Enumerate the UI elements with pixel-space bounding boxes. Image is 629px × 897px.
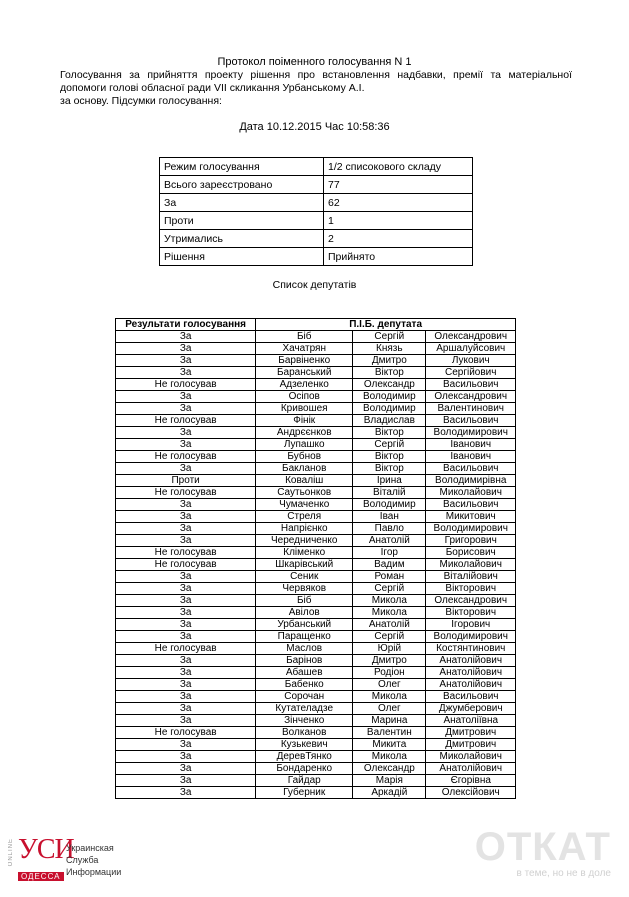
vote-result-cell: За bbox=[116, 679, 256, 691]
surname-cell: Авілов bbox=[256, 607, 353, 619]
logo-agency-line: Служба bbox=[66, 855, 99, 865]
vote-result-cell: За bbox=[116, 427, 256, 439]
patronymic-cell: Анатолійович bbox=[426, 679, 516, 691]
description-line: допомоги голові обласної ради VII скликання Урбанському А.І. bbox=[60, 82, 365, 94]
surname-cell: Кліменко bbox=[256, 547, 353, 559]
first-name-cell: Олег bbox=[353, 679, 426, 691]
summary-label: Режим голосування bbox=[160, 158, 324, 176]
summary-value: 1 bbox=[324, 212, 473, 230]
first-name-cell: Павло bbox=[353, 523, 426, 535]
patronymic-cell: Дмитрович bbox=[426, 727, 516, 739]
summary-value: 2 bbox=[324, 230, 473, 248]
vote-result-cell: За bbox=[116, 619, 256, 631]
summary-table bbox=[159, 157, 473, 266]
patronymic-cell: Васильович bbox=[426, 499, 516, 511]
surname-cell: Сеник bbox=[256, 571, 353, 583]
table-row bbox=[116, 511, 516, 523]
table-row bbox=[116, 703, 516, 715]
surname-cell: Бакланов bbox=[256, 463, 353, 475]
patronymic-cell: Аршалуйсович bbox=[426, 343, 516, 355]
summary-row bbox=[160, 212, 473, 230]
surname-cell: Сорочан bbox=[256, 691, 353, 703]
document-title: Протокол поіменного голосування N 1 bbox=[217, 56, 412, 68]
patronymic-cell: Микитович bbox=[426, 511, 516, 523]
vote-result-cell: За bbox=[116, 667, 256, 679]
first-name-cell: Віктор bbox=[353, 451, 426, 463]
vote-result-cell: За bbox=[116, 439, 256, 451]
surname-cell: Чередниченко bbox=[256, 535, 353, 547]
patronymic-cell: Олександрович bbox=[426, 595, 516, 607]
surname-cell: Стреля bbox=[256, 511, 353, 523]
table-row bbox=[116, 355, 516, 367]
summary-label: Проти bbox=[160, 212, 324, 230]
first-name-cell: Вадим bbox=[353, 559, 426, 571]
table-row bbox=[116, 607, 516, 619]
logo-agency-name bbox=[66, 842, 121, 878]
table-row bbox=[116, 679, 516, 691]
summary-row bbox=[160, 158, 473, 176]
vote-result-cell: Не голосував bbox=[116, 559, 256, 571]
vote-result-cell: За bbox=[116, 607, 256, 619]
vote-result-cell: За bbox=[116, 331, 256, 343]
vote-result-cell: За bbox=[116, 523, 256, 535]
logo-agency-line: Информации bbox=[66, 867, 122, 877]
vote-result-cell: За bbox=[116, 763, 256, 775]
table-row bbox=[116, 499, 516, 511]
table-row bbox=[116, 379, 516, 391]
patronymic-cell: Вікторович bbox=[426, 607, 516, 619]
summary-value: 1/2 списокового складу bbox=[324, 158, 473, 176]
surname-cell: Урбанський bbox=[256, 619, 353, 631]
logo-agency-line: Украинская bbox=[66, 843, 114, 853]
watermark-logo-text: ОТКАТ bbox=[474, 825, 611, 869]
watermark-tagline: в теме, но не в доле bbox=[516, 868, 611, 879]
first-name-cell: Володимир bbox=[353, 403, 426, 415]
patronymic-cell: Володимирівна bbox=[426, 475, 516, 487]
surname-cell: Лупашко bbox=[256, 439, 353, 451]
surname-cell: Біб bbox=[256, 595, 353, 607]
column-header-name: П.І.Б. депутата bbox=[256, 319, 516, 331]
patronymic-cell: Володимирович bbox=[426, 523, 516, 535]
vote-result-cell: Проти bbox=[116, 475, 256, 487]
first-name-cell: Володимир bbox=[353, 391, 426, 403]
first-name-cell: Сергій bbox=[353, 331, 426, 343]
logo-usi-mark: УСИ bbox=[18, 834, 74, 865]
surname-cell: Біб bbox=[256, 331, 353, 343]
vote-result-cell: Не голосував bbox=[116, 487, 256, 499]
surname-cell: Кутателадзе bbox=[256, 703, 353, 715]
first-name-cell: Микола bbox=[353, 751, 426, 763]
first-name-cell: Князь bbox=[353, 343, 426, 355]
summary-label: За bbox=[160, 194, 324, 212]
vote-result-cell: За bbox=[116, 499, 256, 511]
vote-result-cell: За bbox=[116, 775, 256, 787]
patronymic-cell: Сергійович bbox=[426, 367, 516, 379]
deputies-table bbox=[115, 318, 516, 799]
table-row bbox=[116, 691, 516, 703]
first-name-cell: Микола bbox=[353, 607, 426, 619]
vote-result-cell: За bbox=[116, 355, 256, 367]
surname-cell: Барвіненко bbox=[256, 355, 353, 367]
surname-cell: Адзеленко bbox=[256, 379, 353, 391]
logo-online-text: ONLINE bbox=[8, 838, 14, 867]
surname-cell: Маслов bbox=[256, 643, 353, 655]
table-header-row bbox=[116, 319, 516, 331]
summary-value: 62 bbox=[324, 194, 473, 212]
patronymic-cell: Миколайович bbox=[426, 751, 516, 763]
table-row bbox=[116, 547, 516, 559]
table-row bbox=[116, 751, 516, 763]
surname-cell: Бабенко bbox=[256, 679, 353, 691]
first-name-cell: Віталій bbox=[353, 487, 426, 499]
vote-result-cell: За bbox=[116, 787, 256, 799]
surname-cell: Зінченко bbox=[256, 715, 353, 727]
patronymic-cell: Миколайович bbox=[426, 559, 516, 571]
surname-cell: Волканов bbox=[256, 727, 353, 739]
patronymic-cell: Володимирович bbox=[426, 427, 516, 439]
first-name-cell: Дмитро bbox=[353, 655, 426, 667]
surname-cell: Коваліш bbox=[256, 475, 353, 487]
table-row bbox=[116, 367, 516, 379]
surname-cell: Саутьонков bbox=[256, 487, 353, 499]
first-name-cell: Віктор bbox=[353, 463, 426, 475]
patronymic-cell: Володимирович bbox=[426, 631, 516, 643]
table-row bbox=[116, 463, 516, 475]
patronymic-cell: Джумберович bbox=[426, 703, 516, 715]
surname-cell: Андрєєнков bbox=[256, 427, 353, 439]
table-row bbox=[116, 643, 516, 655]
vote-result-cell: За bbox=[116, 391, 256, 403]
table-row bbox=[116, 631, 516, 643]
column-header-result: Результати голосування bbox=[116, 319, 256, 331]
patronymic-cell: Валентинович bbox=[426, 403, 516, 415]
table-row bbox=[116, 787, 516, 799]
table-row bbox=[116, 331, 516, 343]
table-row bbox=[116, 775, 516, 787]
vote-result-cell: За bbox=[116, 739, 256, 751]
first-name-cell: Ірина bbox=[353, 475, 426, 487]
summary-row bbox=[160, 176, 473, 194]
first-name-cell: Марина bbox=[353, 715, 426, 727]
patronymic-cell: Анатоліївна bbox=[426, 715, 516, 727]
patronymic-cell: Дмитрович bbox=[426, 739, 516, 751]
summary-label: Рішення bbox=[160, 248, 324, 266]
patronymic-cell: Васильович bbox=[426, 379, 516, 391]
surname-cell: Напрієнко bbox=[256, 523, 353, 535]
first-name-cell: Микола bbox=[353, 691, 426, 703]
vote-result-cell: Не голосував bbox=[116, 547, 256, 559]
surname-cell: ДеревТянко bbox=[256, 751, 353, 763]
vote-result-cell: За bbox=[116, 715, 256, 727]
table-row bbox=[116, 523, 516, 535]
description-line: за основу. Підсумки голосування: bbox=[60, 95, 222, 107]
vote-result-cell: За bbox=[116, 751, 256, 763]
vote-result-cell: Не голосував bbox=[116, 379, 256, 391]
surname-cell: Паращенко bbox=[256, 631, 353, 643]
patronymic-cell: Вікторович bbox=[426, 583, 516, 595]
table-row bbox=[116, 715, 516, 727]
first-name-cell: Віктор bbox=[353, 427, 426, 439]
first-name-cell: Сергій bbox=[353, 583, 426, 595]
table-row bbox=[116, 739, 516, 751]
table-row bbox=[116, 415, 516, 427]
table-row bbox=[116, 343, 516, 355]
surname-cell: Кузькевич bbox=[256, 739, 353, 751]
table-row bbox=[116, 655, 516, 667]
vote-result-cell: Не голосував bbox=[116, 415, 256, 427]
deputies-list-title: Список депутатів bbox=[272, 279, 357, 291]
table-row bbox=[116, 475, 516, 487]
table-row bbox=[116, 571, 516, 583]
summary-row bbox=[160, 194, 473, 212]
vote-result-cell: За bbox=[116, 571, 256, 583]
surname-cell: Бубнов bbox=[256, 451, 353, 463]
first-name-cell: Дмитро bbox=[353, 355, 426, 367]
summary-row bbox=[160, 230, 473, 248]
vote-result-cell: За bbox=[116, 703, 256, 715]
table-row bbox=[116, 583, 516, 595]
surname-cell: Хачатрян bbox=[256, 343, 353, 355]
table-row bbox=[116, 535, 516, 547]
summary-label: Всього зареєстровано bbox=[160, 176, 324, 194]
patronymic-cell: Григорович bbox=[426, 535, 516, 547]
patronymic-cell: Іванович bbox=[426, 451, 516, 463]
patronymic-cell: Ігорович bbox=[426, 619, 516, 631]
vote-result-cell: Не голосував bbox=[116, 727, 256, 739]
surname-cell: Абашев bbox=[256, 667, 353, 679]
vote-result-cell: За bbox=[116, 343, 256, 355]
vote-result-cell: За bbox=[116, 595, 256, 607]
surname-cell: Гайдар bbox=[256, 775, 353, 787]
vote-result-cell: За bbox=[116, 631, 256, 643]
summary-value: Прийнято bbox=[324, 248, 473, 266]
table-row bbox=[116, 403, 516, 415]
first-name-cell: Валентин bbox=[353, 727, 426, 739]
patronymic-cell: Анатолійович bbox=[426, 667, 516, 679]
first-name-cell: Володимир bbox=[353, 499, 426, 511]
surname-cell: Бондаренко bbox=[256, 763, 353, 775]
first-name-cell: Олександр bbox=[353, 379, 426, 391]
surname-cell: Баранський bbox=[256, 367, 353, 379]
surname-cell: Червяков bbox=[256, 583, 353, 595]
surname-cell: Чумаченко bbox=[256, 499, 353, 511]
table-row bbox=[116, 391, 516, 403]
table-row bbox=[116, 763, 516, 775]
patronymic-cell: Анатолійович bbox=[426, 763, 516, 775]
vote-date: Дата 10.12.2015 Час 10:58:36 bbox=[239, 121, 390, 133]
surname-cell: Шкарівський bbox=[256, 559, 353, 571]
surname-cell: Барінов bbox=[256, 655, 353, 667]
table-row bbox=[116, 667, 516, 679]
first-name-cell: Микита bbox=[353, 739, 426, 751]
first-name-cell: Віктор bbox=[353, 367, 426, 379]
table-row bbox=[116, 451, 516, 463]
patronymic-cell: Лукович bbox=[426, 355, 516, 367]
patronymic-cell: Анатолійович bbox=[426, 655, 516, 667]
vote-result-cell: За bbox=[116, 655, 256, 667]
vote-description bbox=[60, 69, 572, 108]
table-row bbox=[116, 559, 516, 571]
first-name-cell: Марія bbox=[353, 775, 426, 787]
first-name-cell: Микола bbox=[353, 595, 426, 607]
surname-cell: Кривошея bbox=[256, 403, 353, 415]
first-name-cell: Владислав bbox=[353, 415, 426, 427]
vote-result-cell: За bbox=[116, 367, 256, 379]
patronymic-cell: Васильович bbox=[426, 463, 516, 475]
first-name-cell: Ігор bbox=[353, 547, 426, 559]
summary-value: 77 bbox=[324, 176, 473, 194]
description-line: Голосування за прийняття проекту рішення про встановлення надбавки, премії та матеріальної bbox=[60, 69, 572, 81]
patronymic-cell: Єгорівна bbox=[426, 775, 516, 787]
first-name-cell: Сергій bbox=[353, 631, 426, 643]
vote-result-cell: За bbox=[116, 535, 256, 547]
summary-label: Утримались bbox=[160, 230, 324, 248]
patronymic-cell: Васильович bbox=[426, 415, 516, 427]
surname-cell: Губерник bbox=[256, 787, 353, 799]
summary-row bbox=[160, 248, 473, 266]
surname-cell: Осіпов bbox=[256, 391, 353, 403]
table-row bbox=[116, 595, 516, 607]
table-row bbox=[116, 619, 516, 631]
table-row bbox=[116, 439, 516, 451]
vote-result-cell: За bbox=[116, 403, 256, 415]
first-name-cell: Родіон bbox=[353, 667, 426, 679]
first-name-cell: Олександр bbox=[353, 763, 426, 775]
surname-cell: Фінік bbox=[256, 415, 353, 427]
patronymic-cell: Віталійович bbox=[426, 571, 516, 583]
first-name-cell: Анатолій bbox=[353, 619, 426, 631]
vote-result-cell: За bbox=[116, 511, 256, 523]
vote-result-cell: Не голосував bbox=[116, 643, 256, 655]
patronymic-cell: Костянтинович bbox=[426, 643, 516, 655]
patronymic-cell: Олексійович bbox=[426, 787, 516, 799]
logo-city-badge: ОДЕССА bbox=[18, 872, 64, 881]
table-row bbox=[116, 487, 516, 499]
usi-logo bbox=[8, 836, 128, 888]
patronymic-cell: Олександрович bbox=[426, 331, 516, 343]
first-name-cell: Іван bbox=[353, 511, 426, 523]
table-row bbox=[116, 727, 516, 739]
patronymic-cell: Олександрович bbox=[426, 391, 516, 403]
vote-result-cell: За bbox=[116, 583, 256, 595]
table-row bbox=[116, 427, 516, 439]
patronymic-cell: Іванович bbox=[426, 439, 516, 451]
first-name-cell: Юрій bbox=[353, 643, 426, 655]
vote-result-cell: Не голосував bbox=[116, 451, 256, 463]
vote-result-cell: За bbox=[116, 691, 256, 703]
vote-result-cell: За bbox=[116, 463, 256, 475]
patronymic-cell: Васильович bbox=[426, 691, 516, 703]
patronymic-cell: Миколайович bbox=[426, 487, 516, 499]
first-name-cell: Сергій bbox=[353, 439, 426, 451]
first-name-cell: Олег bbox=[353, 703, 426, 715]
otkat-watermark bbox=[475, 826, 611, 879]
patronymic-cell: Борисович bbox=[426, 547, 516, 559]
first-name-cell: Роман bbox=[353, 571, 426, 583]
first-name-cell: Аркадій bbox=[353, 787, 426, 799]
first-name-cell: Анатолій bbox=[353, 535, 426, 547]
